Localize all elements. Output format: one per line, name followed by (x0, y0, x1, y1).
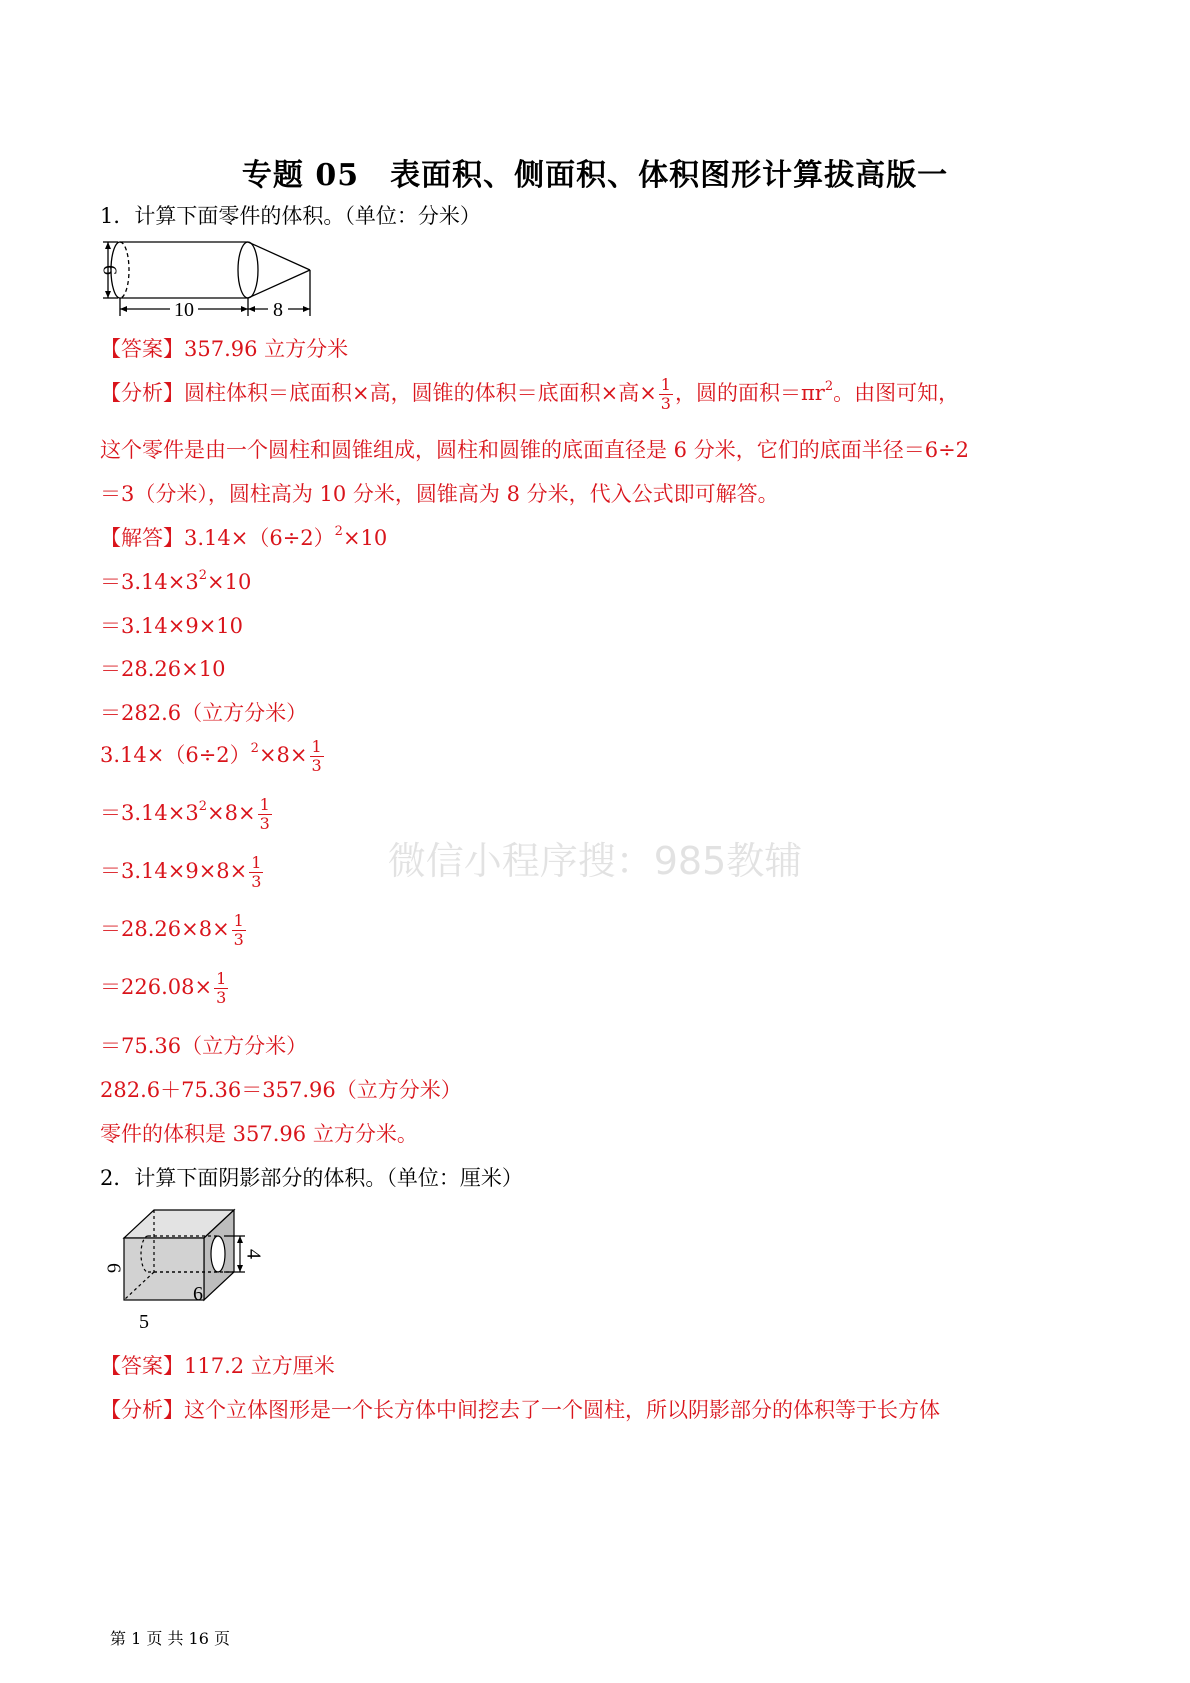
question-2-stem: 2．计算下面阴影部分的体积。（单位：厘米） (100, 1166, 523, 1190)
q1-solution-line6: $3.14\times(6\div 2)^2\times 8\times$ $\frac{1}{3}$ (100, 737, 322, 775)
depth-label: 6 (193, 1283, 203, 1305)
q1-solution-line1: 【解答】$3.14\times(6\div 2)^2\times 10$ (100, 524, 388, 550)
page-title: 专题 05 表面积、侧面积、体积图形计算拔高版一 (241, 158, 949, 193)
analysis-text-c: 。由图可知， (833, 381, 960, 405)
q1-solution-line7: $=3.14\times 3^2\times 8\times$ $\frac{1}{3}$ (100, 795, 270, 833)
watermark: 微信小程序搜：985教辅 (387, 839, 803, 883)
cylinder-cone-figure (100, 232, 330, 327)
hole-diameter-label: 4 (242, 1249, 265, 1259)
q1-solution-line9: ＝28.26×8× $\frac{1}{3}$ (100, 911, 244, 949)
superscript: 2 (824, 379, 834, 394)
q1-answer: 【答案】357.96 立方分米 (100, 337, 349, 361)
q1-conclusion: 零件的体积是 357.96 立方分米。 (100, 1122, 418, 1146)
q1-solution-line12: 282.6＋75.36＝357.96（立方分米） (100, 1078, 462, 1102)
q1-analysis-line1 (100, 376, 959, 413)
q1-analysis-line2: 这个零件是由一个圆柱和圆锥组成，圆柱和圆锥的底面直径是 6 分米，它们的底面半径＝6÷2 (100, 438, 970, 462)
q2-answer: 【答案】117.2 立方厘米 (100, 1354, 335, 1378)
q1-solution-line5: ＝282.6（立方分米） (100, 701, 308, 725)
analysis-text-a: 【分析】圆柱体积＝底面积×高，圆锥的体积＝底面积×高× (100, 381, 657, 405)
cone-length-label: 8 (273, 299, 283, 321)
fraction-one-third: $\frac{1}{3}$ (251, 853, 262, 891)
q2-analysis: 【分析】这个立体图形是一个长方体中间挖去了一个圆柱，所以阴影部分的体积等于长方体 (100, 1398, 940, 1422)
fraction-one-third: $\frac{1}{3}$ (216, 969, 227, 1007)
q1-solution-line10: ＝226.08× $\frac{1}{3}$ (100, 969, 227, 1007)
fraction-one-third: $\frac{1}{3}$ (311, 737, 322, 775)
q1-solution-line8: ＝3.14×9×8× $\frac{1}{3}$ (100, 853, 262, 891)
width-label: 5 (139, 1311, 149, 1333)
q1-analysis-line3: ＝3（分米），圆柱高为 10 分米，圆锥高为 8 分米，代入公式即可解答。 (100, 482, 779, 506)
diameter-label: 6 (98, 265, 121, 275)
fraction-one-third: $\frac{1}{3}$ (660, 375, 671, 413)
q1-solution-line3: ＝3.14×9×10 (100, 614, 244, 638)
analysis-text-b: ，圆的面积＝πr (674, 381, 825, 405)
q1-solution-line11: ＝75.36（立方分米） (100, 1034, 308, 1058)
q1-solution-line4: ＝28.26×10 (100, 657, 226, 681)
height-label: 6 (102, 1263, 125, 1273)
question-1-stem: 1．计算下面零件的体积。（单位：分米） (100, 204, 481, 228)
q1-solution-line2: $=3.14\times 3^2\times 10$ (100, 568, 252, 594)
page-footer: 第 1 页 共 16 页 (110, 1629, 230, 1648)
fraction-one-third: $\frac{1}{3}$ (259, 795, 270, 833)
cylinder-length-label: 10 (174, 299, 194, 321)
fraction-one-third: $\frac{1}{3}$ (233, 911, 244, 949)
cuboid-with-hole-figure (100, 1200, 265, 1335)
